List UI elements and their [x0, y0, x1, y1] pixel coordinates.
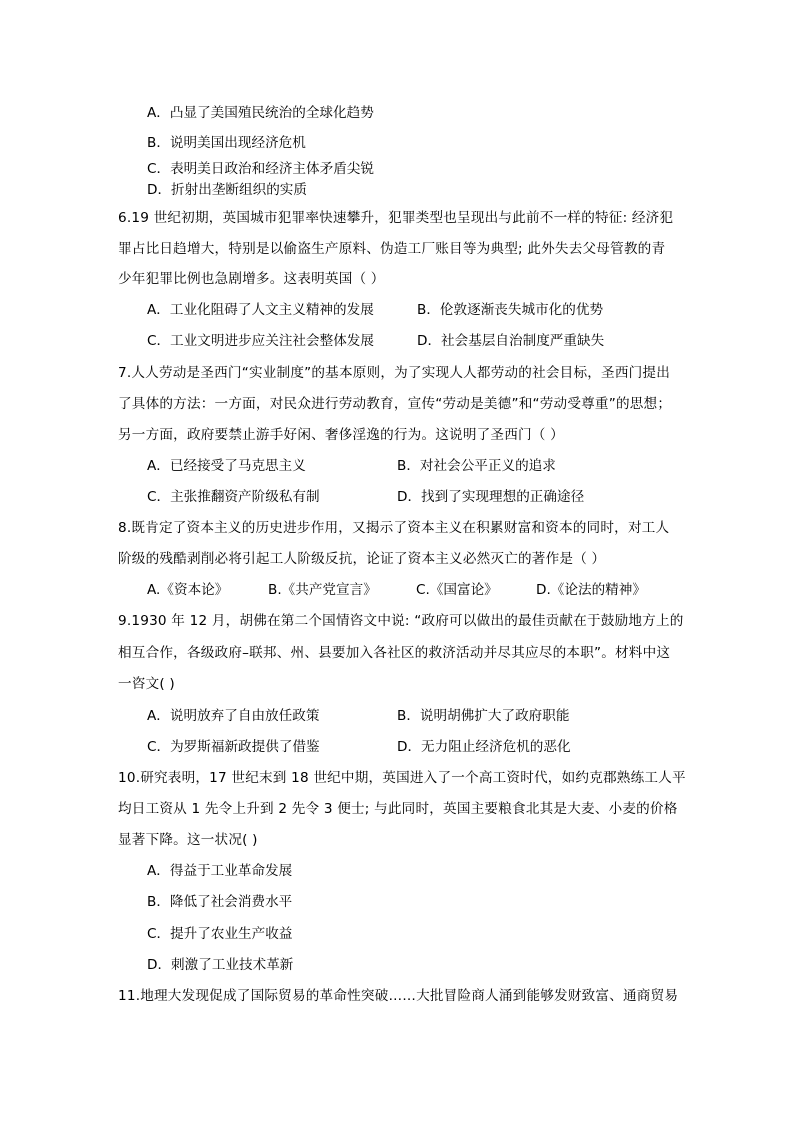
q6-stem-line-1: 6.19 世纪初期，英国城市犯罪率快速攀升，犯罪类型也呈现出与此前不一样的特征: 经济犯	[118, 210, 674, 226]
q10-option-a: A．得益于工业革命发展	[147, 863, 293, 879]
q7-option-c: C．主张推翻资产阶级私有制	[147, 489, 320, 505]
q7-stem-line-3: 另一方面，政府要禁止游手好闲、奢侈淫逸的行为。这说明了圣西门（ ）	[118, 427, 564, 443]
q9-stem-line-1: 9.1930 年 12 月，胡佛在第二个国情咨文中说: “政府可以做出的最佳贡献在于鼓励地方上的	[118, 613, 684, 629]
q6-option-a: A．工业化阻碍了人文主义精神的发展	[147, 302, 374, 318]
q11-stem-line-1: 11.地理大发现促成了国际贸易的革命性突破……大批冒险商人涌到能够发财致富、通商贸易	[118, 988, 679, 1004]
q6-stem-line-3: 少年犯罪比例也急剧增多。这表明英国（ ）	[118, 271, 385, 287]
q7-option-d: D．找到了实现理想的正确途径	[397, 489, 585, 505]
q8-option-b: B.《共产党宣言》	[268, 582, 377, 598]
q5-option-d: D．折射出垄断组织的实质	[147, 182, 307, 198]
q7-stem-line-1: 7.人人劳动是圣西门“实业制度”的基本原则，为了实现人人都劳动的社会目标，圣西门提出	[118, 365, 671, 381]
q6-option-c: C．工业文明进步应关注社会整体发展	[147, 333, 374, 349]
q10-stem-line-3: 显著下降。这一状况( )	[118, 832, 258, 848]
q9-stem-line-2: 相互合作，各级政府–联邦、州、县要加入各社区的救济活动并尽其应尽的本职”。材料中这	[118, 645, 671, 661]
q8-stem-line-2: 阶级的残酷剥削必将引起工人阶级反抗，论证了资本主义必然灭亡的著作是（ ）	[118, 551, 606, 567]
q8-stem-line-1: 8.既肯定了资本主义的历史进步作用，又揭示了资本主义在积累财富和资本的同时，对工人	[118, 520, 670, 536]
q10-stem-line-1: 10.研究表明，17 世纪末到 18 世纪中期，英国进入了一个高工资时代，如约克郡熟练工人平	[118, 770, 686, 786]
q7-option-a: A．已经接受了马克思主义	[147, 458, 306, 474]
q10-stem-line-2: 均日工资从 1 先令上升到 2 先令 3 便士; 与此同时，英国主要粮食北其是大麦、小麦的价格	[118, 801, 678, 817]
q10-option-b: B．降低了社会消费水平	[147, 894, 293, 910]
q5-option-a: A．凸显了美国殖民统治的全球化趋势	[147, 105, 374, 121]
q10-option-d: D．刺激了工业技术革新	[147, 957, 294, 973]
q6-option-d: D．社会基层自治制度严重缺失	[417, 333, 605, 349]
q5-option-c: C．表明美日政治和经济主体矛盾尖锐	[147, 161, 374, 177]
q8-option-d: D.《论法的精神》	[536, 582, 646, 598]
q8-option-a: A.《资本论》	[147, 582, 229, 598]
q7-option-b: B．对社会公平正义的追求	[397, 458, 556, 474]
q9-option-c: C．为罗斯福新政提供了借鉴	[147, 739, 320, 755]
q9-option-b: B．说明胡佛扩大了政府职能	[397, 708, 570, 724]
q8-option-c: C.《国富论》	[416, 582, 498, 598]
q6-stem-line-2: 罪占比日趋增大，特别是以偷盗生产原料、伪造工厂账目等为典型; 此外失去父母管教的青	[118, 241, 666, 257]
q10-option-c: C．提升了农业生产收益	[147, 926, 293, 942]
q9-option-a: A．说明放弃了自由放任政策	[147, 708, 320, 724]
q9-option-d: D．无力阻止经济危机的恶化	[397, 739, 571, 755]
q5-option-b: B．说明美国出现经济危机	[147, 135, 306, 151]
q7-stem-line-2: 了具体的方法：一方面，对民众进行劳动教育，宣传“劳动是美德”和“劳动受尊重”的思想；	[118, 396, 672, 412]
q9-stem-line-3: 一咨文( )	[118, 676, 175, 692]
q6-option-b: B．伦敦逐渐丧失城市化的优势	[417, 302, 604, 318]
